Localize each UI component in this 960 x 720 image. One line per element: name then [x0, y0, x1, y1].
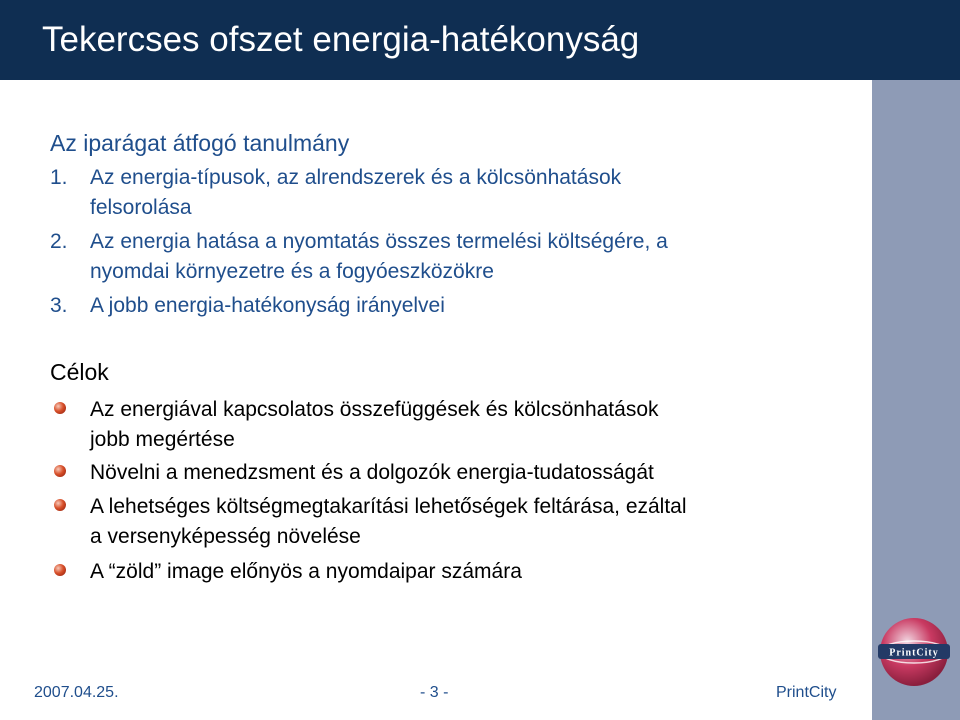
footer-page-number: - 3 - — [420, 684, 449, 701]
bullet-icon — [54, 564, 66, 576]
slide-title: Tekercses ofszet energia-hatékonyság — [42, 20, 640, 59]
footer-date: 2007.04.25. — [34, 684, 119, 701]
study-heading: Az iparágat átfogó tanulmány — [50, 130, 350, 156]
study-item-2-number: 2. — [50, 230, 68, 253]
goal-item-3-line-1: A lehetséges költségmegtakarítási lehetőségek feltárása, ezáltal — [90, 495, 687, 518]
goal-item-1-line-2: jobb megértése — [90, 428, 235, 451]
bullet-icon — [54, 465, 66, 477]
footer-brand: PrintCity — [776, 684, 837, 701]
study-item-1-number: 1. — [50, 166, 68, 189]
goal-item-2-line-1: Növelni a menedzsment és a dolgozók energia-tudatosságát — [90, 461, 654, 484]
bullet-icon — [54, 499, 66, 511]
study-item-2-line-1: Az energia hatása a nyomtatás összes termelési költségére, a — [90, 230, 668, 253]
goal-item-1-line-1: Az energiával kapcsolatos összefüggések és kölcsönhatások — [90, 398, 659, 421]
study-item-2-line-2: nyomdai környezetre és a fogyóeszközökre — [90, 260, 494, 283]
study-item-1-line-2: felsorolása — [90, 196, 192, 219]
study-item-3-line-1: A jobb energia-hatékonyság irányelvei — [90, 294, 445, 317]
goal-item-4-line-1: A “zöld” image előnyös a nyomdaipar számára — [90, 560, 522, 583]
logo-text: PrintCity — [889, 647, 939, 659]
bullet-icon — [54, 402, 66, 414]
printcity-logo — [874, 612, 954, 692]
goals-heading: Célok — [50, 359, 109, 385]
study-item-1-line-1: Az energia-típusok, az alrendszerek és a kölcsönhatások — [90, 166, 622, 189]
study-item-3-number: 3. — [50, 294, 68, 317]
goal-item-3-line-2: a versenyképesség növelése — [90, 525, 361, 548]
